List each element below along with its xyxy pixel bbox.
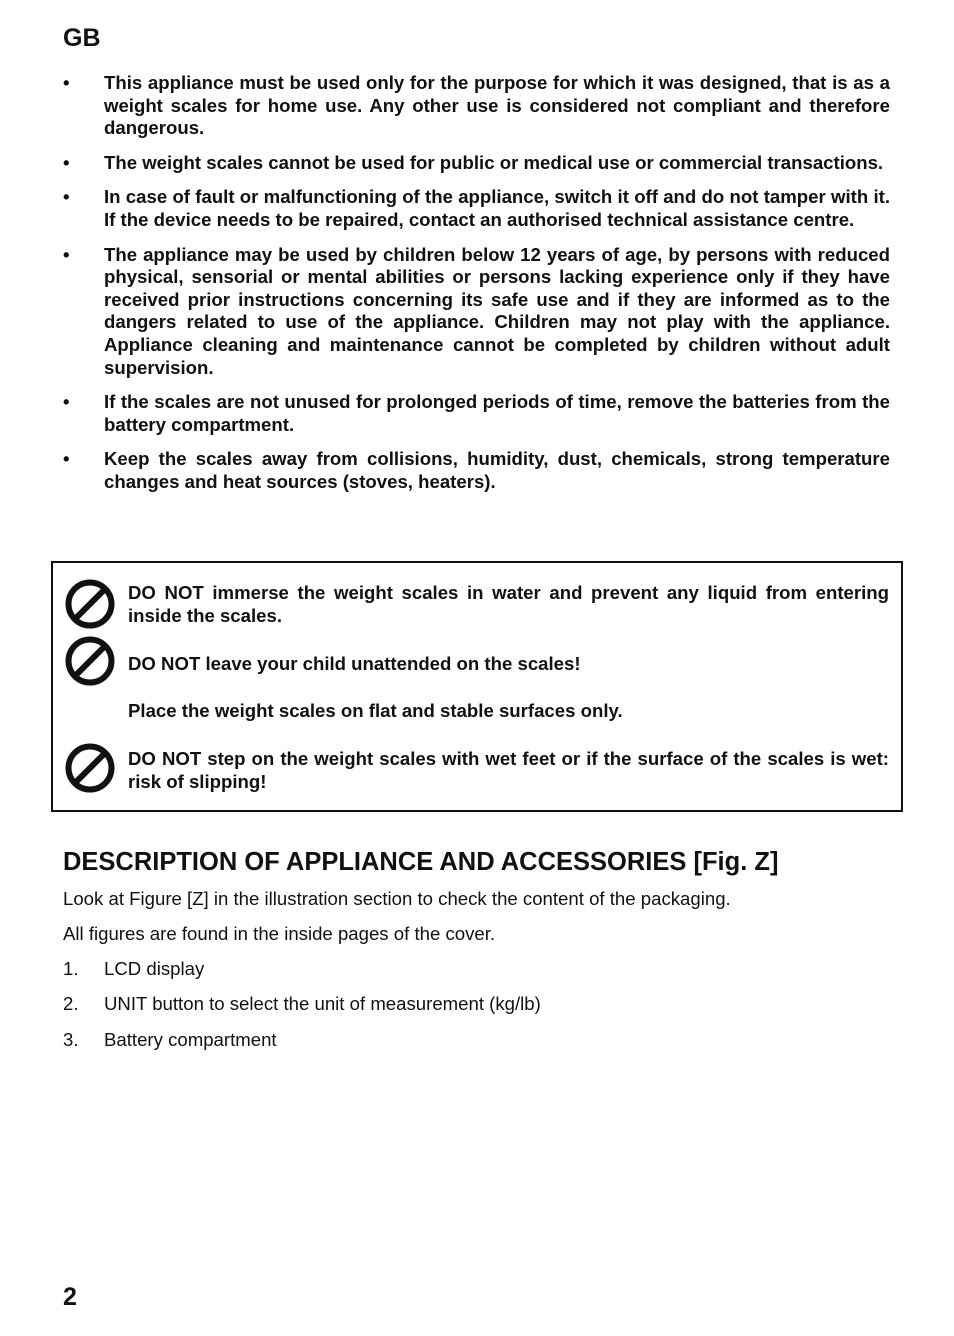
list-item — [63, 1029, 277, 1051]
safety-bullet-item — [63, 152, 890, 175]
section-title: DESCRIPTION OF APPLIANCE AND ACCESSORIES [Fig. Z] — [63, 848, 779, 876]
intro-paragraph: All figures are found in the inside pages of the cover. — [63, 923, 496, 944]
warning-text: DO NOT step on the weight scales with wet feet or if the surface of the scales is wet: risk of slipping! — [128, 748, 889, 792]
bullet-marker: • — [63, 243, 70, 265]
safety-bullet-item — [63, 186, 890, 231]
list-item-label: LCD display — [104, 958, 205, 979]
bullet-marker: • — [63, 186, 70, 208]
prohibition-icon — [65, 636, 115, 686]
bullet-marker: • — [63, 72, 70, 93]
safety-bullet-text: In case of fault or malfunctioning of the appliance, switch it off and do not tamper with it. If the device needs to be repaired, contact an authorised technical assistance centre. — [104, 186, 890, 230]
language-label: GB — [63, 24, 101, 52]
safety-bullet-text: If the scales are not unused for prolonged periods of time, remove the batteries from the battery compartment. — [104, 391, 890, 435]
safety-bullet-item — [63, 391, 890, 436]
page-number: 2 — [63, 1283, 77, 1311]
safety-bullet-text: The weight scales cannot be used for public or medical use or commercial transactions. — [104, 151, 884, 173]
safety-bullet-text: Keep the scales away from collisions, humidity, dust, chemicals, strong temperature changes and heat sources (stoves, heaters). — [104, 448, 890, 492]
safety-bullet-text: This appliance must be used only for the purpose for which it was designed, that is as a weight scales for home use. Any other use is considered not compliant and therefore dangerous. — [104, 72, 890, 139]
warning-text: DO NOT immerse the weight scales in water and prevent any liquid from entering inside the scales. — [128, 582, 889, 626]
bullet-marker: • — [63, 151, 70, 173]
safety-bullet-list — [63, 72, 890, 506]
list-item-number: 2. — [63, 993, 79, 1014]
intro-paragraph: Look at Figure [Z] in the illustration section to check the content of the packaging. — [63, 888, 731, 909]
list-item-number: 3. — [63, 1029, 79, 1050]
list-item — [63, 958, 204, 980]
prohibition-icon — [65, 743, 115, 793]
safety-bullet-item — [63, 244, 890, 380]
warning-text: Place the weight scales on flat and stable surfaces only. — [128, 700, 623, 721]
prohibition-icon — [65, 579, 115, 629]
safety-bullet-text: The appliance may be used by children below 12 years of age, by persons with reduced physical, sensorial or mental abilities or persons lacking experience only if they have received prior instructions concerning its safe use and if they are informed as to the dangers related to use of the appliance. Children may not play with the appliance. Appliance cleaning and maintenance cannot be completed by children without adult supervision. — [104, 243, 890, 378]
bullet-marker: • — [63, 448, 70, 470]
warning-box — [51, 561, 903, 812]
safety-bullet-item — [63, 448, 890, 493]
warning-text: DO NOT leave your child unattended on the scales! — [128, 653, 581, 674]
safety-bullet-item — [63, 72, 890, 140]
list-item-number: 1. — [63, 958, 79, 979]
list-item-label: Battery compartment — [104, 1029, 277, 1050]
bullet-marker: • — [63, 391, 70, 413]
list-item — [63, 993, 541, 1015]
list-item-label: UNIT button to select the unit of measurement (kg/lb) — [104, 993, 541, 1014]
